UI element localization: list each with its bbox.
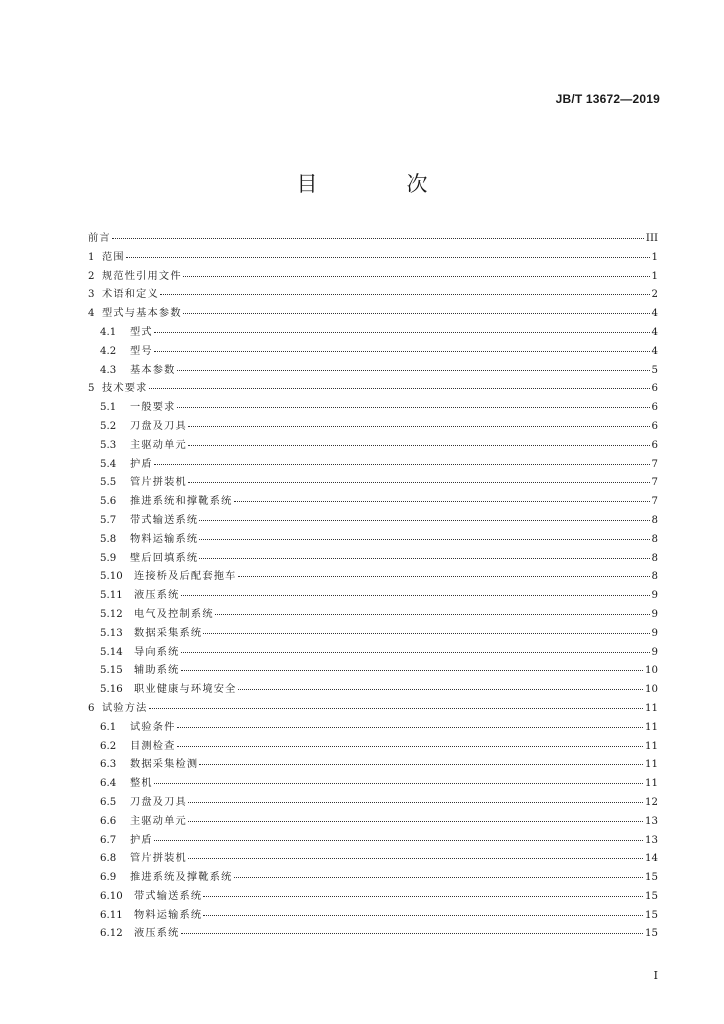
toc-entry-page: 7	[651, 496, 658, 508]
toc-entry-number: 5.3	[100, 439, 117, 451]
toc-entry-page: 9	[651, 608, 658, 620]
toc-leader-dots	[234, 877, 644, 878]
toc-entry-label: 型式	[130, 326, 153, 338]
toc-entry-number: 1	[88, 251, 95, 263]
toc-entry-page: 11	[645, 778, 658, 790]
toc-entry-number: 6.10	[100, 890, 123, 902]
toc-entry-label: 带式输送系统	[134, 890, 203, 902]
toc-entry[interactable]	[88, 718, 658, 737]
toc-leader-dots	[183, 276, 650, 277]
toc-entry-page: 8	[651, 552, 658, 564]
toc-entry-label: 推进系统和撑靴系统	[130, 496, 233, 508]
toc-entry-number: 5.8	[100, 533, 117, 545]
toc-entry-label: 护盾	[130, 834, 153, 846]
toc-entry-number: 6.1	[100, 721, 117, 733]
toc-entry[interactable]	[88, 643, 658, 662]
toc-entry-page: 13	[645, 815, 658, 827]
toc-entry-page: 9	[651, 646, 658, 658]
toc-entry-number: 5.1	[100, 402, 117, 414]
toc-entry-page: 10	[645, 665, 658, 677]
toc-entry-page: 5	[651, 364, 658, 376]
toc-entry-number: 5.15	[100, 665, 123, 677]
toc-leader-dots	[154, 783, 643, 784]
toc-leader-dots	[154, 464, 650, 465]
toc-entry-number: 6.7	[100, 834, 117, 846]
toc-entry-number: 5.16	[100, 684, 123, 696]
toc-entry-number: 6.2	[100, 740, 117, 752]
toc-entry[interactable]	[88, 473, 658, 492]
toc-entry-label: 一般要求	[130, 402, 176, 414]
toc-entry[interactable]	[88, 342, 658, 361]
toc-entry-number: 5	[88, 383, 95, 395]
toc-entry[interactable]	[88, 812, 658, 831]
toc-entry[interactable]	[88, 755, 658, 774]
toc-entry[interactable]	[88, 680, 658, 699]
toc-entry[interactable]	[88, 774, 658, 793]
toc-entry-label: 辅助系统	[134, 665, 180, 677]
toc-entry-number: 6.5	[100, 796, 117, 808]
toc-entry-number: 6.3	[100, 759, 117, 771]
toc-entry[interactable]	[88, 906, 658, 925]
toc-entry-label: 型式与基本参数	[102, 308, 182, 320]
toc-leader-dots	[215, 614, 650, 615]
toc-entry[interactable]	[88, 924, 658, 943]
toc-entry-label: 术语和定义	[102, 289, 159, 301]
toc-entry-page: 6	[651, 383, 658, 395]
toc-leader-dots	[177, 370, 650, 371]
toc-entry-page: 15	[645, 928, 658, 940]
toc-entry-label: 管片拼装机	[130, 853, 187, 865]
toc-entry-page: 9	[651, 590, 658, 602]
toc-leader-dots	[181, 670, 643, 671]
toc-entry-page: 15	[645, 909, 658, 921]
toc-entry[interactable]	[88, 379, 658, 398]
toc-entry-number: 5.13	[100, 627, 123, 639]
toc-entry-label: 职业健康与环境安全	[134, 684, 237, 696]
toc-entry[interactable]	[88, 699, 658, 718]
toc-entry-label: 基本参数	[130, 364, 176, 376]
toc-entry-label: 数据采集系统	[134, 627, 203, 639]
toc-leader-dots	[234, 501, 650, 502]
toc-entry-label: 规范性引用文件	[102, 270, 182, 282]
toc-leader-dots	[238, 689, 644, 690]
toc-leader-dots	[199, 520, 649, 521]
toc-entry-label: 试验方法	[102, 702, 148, 714]
toc-entry[interactable]	[88, 586, 658, 605]
toc-entry[interactable]	[88, 567, 658, 586]
toc-entry[interactable]	[88, 549, 658, 568]
toc-leader-dots	[177, 407, 650, 408]
table-of-contents	[88, 229, 658, 943]
toc-entry-label: 管片拼装机	[130, 477, 187, 489]
toc-entry-number: 6.6	[100, 815, 117, 827]
toc-entry-page: 15	[645, 890, 658, 902]
toc-entry-label: 壁后回填系统	[130, 552, 199, 564]
toc-entry[interactable]	[88, 361, 658, 380]
toc-entry[interactable]	[88, 605, 658, 624]
toc-leader-dots	[181, 933, 643, 934]
toc-entry-label: 试验条件	[130, 721, 176, 733]
toc-entry-number: 4	[88, 308, 95, 320]
toc-entry[interactable]	[88, 887, 658, 906]
toc-leader-dots	[154, 840, 643, 841]
toc-entry-page: 12	[645, 796, 658, 808]
toc-entry[interactable]	[88, 455, 658, 474]
toc-entry-number: 2	[88, 270, 95, 282]
toc-entry-label: 带式输送系统	[130, 514, 199, 526]
toc-entry-label: 电气及控制系统	[134, 608, 214, 620]
toc-entry-page: 11	[645, 721, 658, 733]
toc-entry[interactable]	[88, 436, 658, 455]
toc-entry-number: 5.14	[100, 646, 123, 658]
toc-entry[interactable]	[88, 849, 658, 868]
toc-leader-dots	[188, 858, 643, 859]
toc-leader-dots	[154, 332, 650, 333]
toc-entry-page: 10	[645, 684, 658, 696]
toc-leader-dots	[188, 821, 643, 822]
toc-entry-page: 9	[651, 627, 658, 639]
toc-leader-dots	[177, 727, 643, 728]
toc-entry-page: III	[645, 233, 658, 244]
toc-entry-page: 1	[651, 251, 658, 263]
toc-entry-page: 6	[651, 439, 658, 451]
toc-entry-page: 11	[645, 740, 658, 752]
toc-entry-label: 技术要求	[102, 383, 148, 395]
toc-entry-page: 4	[651, 345, 658, 357]
toc-entry[interactable]	[88, 661, 658, 680]
toc-entry-page: 7	[651, 477, 658, 489]
toc-entry-label: 主驱动单元	[130, 439, 187, 451]
toc-entry-page: 2	[651, 289, 658, 301]
toc-entry-number: 6.8	[100, 853, 117, 865]
toc-entry-page: 13	[645, 834, 658, 846]
toc-leader-dots	[149, 708, 643, 709]
toc-entry-label: 主驱动单元	[130, 815, 187, 827]
toc-entry[interactable]	[88, 398, 658, 417]
toc-entry-label: 整机	[130, 778, 153, 790]
toc-entry[interactable]	[88, 285, 658, 304]
toc-entry-label: 液压系统	[134, 590, 180, 602]
toc-leader-dots	[238, 576, 650, 577]
toc-entry-number: 5.10	[100, 571, 123, 583]
standard-code: JB/T 13672—2019	[555, 92, 660, 106]
toc-entry-label: 前言	[88, 233, 111, 244]
toc-leader-dots	[203, 915, 643, 916]
toc-entry[interactable]	[88, 248, 658, 267]
page-number: I	[653, 969, 658, 982]
toc-entry[interactable]	[88, 793, 658, 812]
toc-entry-label: 导向系统	[134, 646, 180, 658]
toc-entry-number: 3	[88, 289, 95, 301]
toc-entry-label: 物料运输系统	[134, 909, 203, 921]
toc-entry-number: 6.4	[100, 778, 117, 790]
toc-entry-label: 连接桥及后配套拖车	[134, 571, 237, 583]
toc-entry-label: 推进系统及撑靴系统	[130, 872, 233, 884]
toc-leader-dots	[203, 896, 643, 897]
toc-entry-page: 8	[651, 533, 658, 545]
page-title: 目 次	[296, 172, 462, 196]
toc-leader-dots	[199, 558, 649, 559]
toc-entry-label: 刀盘及刀具	[130, 420, 187, 432]
toc-leader-dots	[199, 764, 643, 765]
toc-entry[interactable]	[88, 304, 658, 323]
toc-entry-number: 5.9	[100, 552, 117, 564]
toc-leader-dots	[183, 313, 650, 314]
toc-entry-label: 目测检查	[130, 740, 176, 752]
toc-entry-page: 11	[645, 759, 658, 771]
toc-leader-dots	[160, 294, 650, 295]
toc-entry-page: 8	[651, 514, 658, 526]
toc-entry[interactable]	[88, 737, 658, 756]
toc-entry-number: 6	[88, 702, 95, 714]
toc-leader-dots	[177, 746, 643, 747]
toc-entry-label: 物料运输系统	[130, 533, 199, 545]
toc-entry[interactable]	[88, 229, 658, 248]
toc-entry-number: 4.1	[100, 326, 117, 338]
toc-leader-dots	[188, 802, 643, 803]
toc-entry-page: 11	[645, 702, 658, 714]
toc-entry-number: 6.9	[100, 872, 117, 884]
toc-entry-number: 5.11	[100, 590, 123, 602]
toc-entry-number: 5.5	[100, 477, 117, 489]
toc-entry-page: 4	[651, 326, 658, 338]
toc-entry-page: 6	[651, 402, 658, 414]
toc-entry[interactable]	[88, 267, 658, 286]
toc-entry[interactable]	[88, 511, 658, 530]
toc-entry-page: 7	[651, 458, 658, 470]
toc-leader-dots	[188, 445, 650, 446]
toc-entry-page: 8	[651, 571, 658, 583]
toc-entry-label: 护盾	[130, 458, 153, 470]
toc-entry-number: 5.4	[100, 458, 117, 470]
toc-entry-number: 6.11	[100, 909, 123, 921]
toc-leader-dots	[203, 633, 649, 634]
toc-entry-page: 4	[651, 308, 658, 320]
toc-leader-dots	[199, 539, 649, 540]
toc-leader-dots	[149, 388, 650, 389]
toc-entry-number: 6.12	[100, 928, 123, 940]
toc-entry[interactable]	[88, 831, 658, 850]
toc-entry[interactable]	[88, 530, 658, 549]
toc-entry-page: 14	[645, 853, 658, 865]
toc-entry-page: 6	[651, 420, 658, 432]
toc-entry-number: 5.12	[100, 608, 123, 620]
toc-entry-number: 5.2	[100, 420, 117, 432]
toc-entry[interactable]	[88, 323, 658, 342]
toc-entry-number: 4.3	[100, 364, 117, 376]
toc-leader-dots	[112, 238, 644, 239]
toc-entry[interactable]	[88, 868, 658, 887]
toc-leader-dots	[181, 652, 650, 653]
toc-entry-page: 1	[651, 270, 658, 282]
toc-entry-number: 5.6	[100, 496, 117, 508]
toc-entry-page: 15	[645, 872, 658, 884]
toc-entry-label: 型号	[130, 345, 153, 357]
toc-leader-dots	[126, 257, 650, 258]
toc-entry-label: 刀盘及刀具	[130, 796, 187, 808]
toc-entry-number: 5.7	[100, 514, 117, 526]
toc-entry-number: 4.2	[100, 345, 117, 357]
toc-leader-dots	[181, 595, 650, 596]
toc-leader-dots	[188, 482, 650, 483]
toc-leader-dots	[188, 426, 650, 427]
toc-entry[interactable]	[88, 492, 658, 511]
toc-entry-label: 液压系统	[134, 928, 180, 940]
toc-entry-label: 数据采集检测	[130, 759, 199, 771]
toc-entry[interactable]	[88, 417, 658, 436]
toc-entry[interactable]	[88, 624, 658, 643]
toc-leader-dots	[154, 351, 650, 352]
toc-entry-label: 范围	[102, 251, 125, 263]
